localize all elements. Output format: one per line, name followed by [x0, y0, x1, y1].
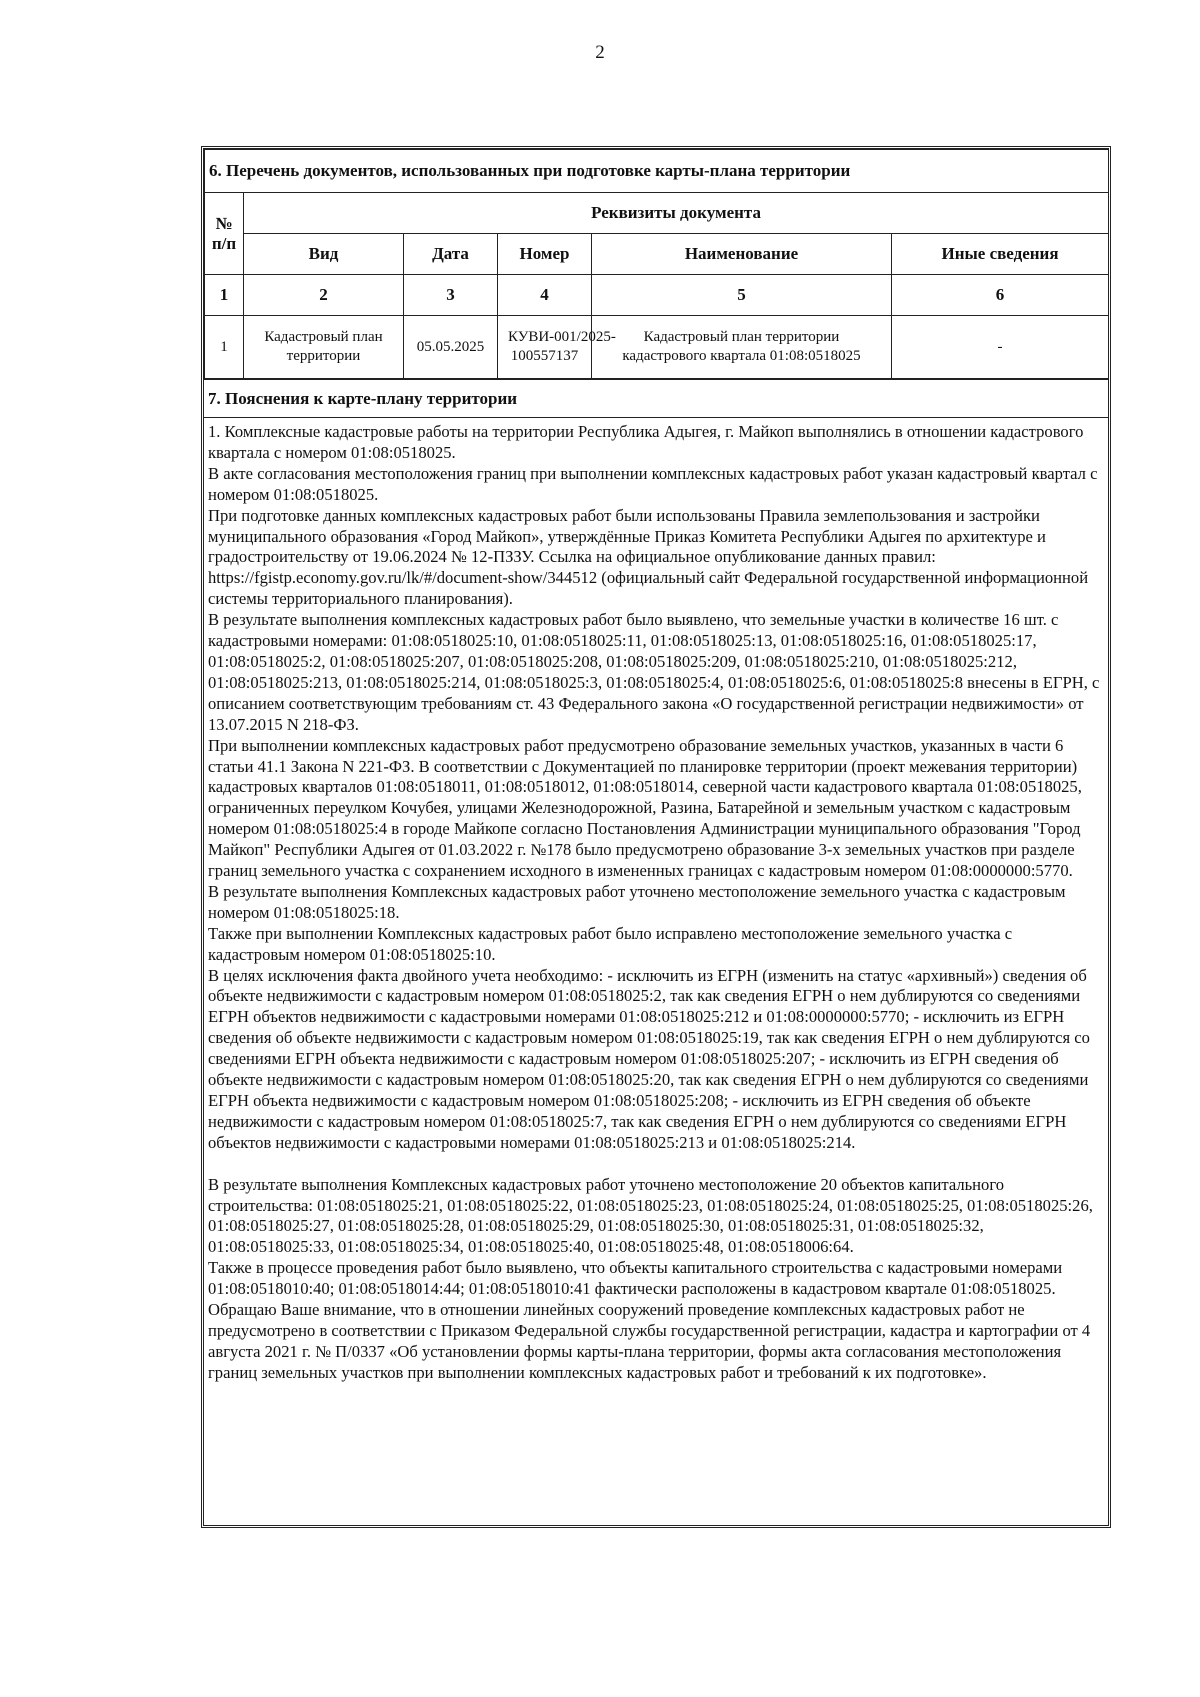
explanation-paragraph: Также в процессе проведения работ было выявлено, что объекты капитального строительства с кадастровыми номерами 01:08:0518010:40; 01:08:0518014:44; 01:08:0518010:41 фактически расположены в кадастровом квартале 01:08:0518025. — [208, 1258, 1063, 1299]
column-number: 6 — [892, 275, 1109, 316]
col-header-date: Дата — [404, 234, 498, 275]
column-number: 4 — [498, 275, 592, 316]
explanation-paragraph: В результате выполнения комплексных кадастровых работ было выявлено, что земельные участки в количестве 16 шт. с кадастровыми номерами: 01:08:0518025:10, 01:08:0518025:11, 01:08:0518025:13, 01:08:0518025:16, 01:08:0518025:17, 01:08:0518025:2, 01:08:0518025:207, 01:08:0518025:208, 01:08:0518025:209, 01:08:0518025:210, 01:08:0518025:212, 01:08:0518025:213, 01:08:0518025:214, 01:08:0518025:3, 01:08:0518025:4, 01:08:0518025:6, 01:08:0518025:8 внесены в ЕГРН, с описанием соответствующим требованиям ст. 43 Федерального закона «О государственной регистрации недвижимости» от 13.07.2015 N 218-ФЗ. — [208, 610, 1100, 734]
col-header-kind: Вид — [244, 234, 404, 275]
documents-table — [204, 149, 1109, 379]
row-name: Кадастровый план территории кадастрового квартала 01:08:0518025 — [592, 316, 892, 379]
column-number: 1 — [205, 275, 244, 316]
explanations-body — [204, 417, 1108, 1390]
col-header-no — [205, 193, 244, 275]
row-date: 05.05.2025 — [404, 316, 498, 379]
explanation-paragraph: При подготовке данных комплексных кадастровых работ были использованы Правила землепользования и застройки муниципального образования «Город Майкоп», утверждённые Приказ Комитета Республики Адыгея по архитектуре и градостроительству от 19.06.2024 № 12-ПЗЗУ. Ссылка на официальное опубликование данных правил: https://fgistp.economy.gov.ru/lk/#/document-show/344512 (официальный сайт Федеральной государственной информационной системы территориального планирования). — [208, 505, 1089, 609]
row-no: 1 — [205, 316, 244, 379]
explanation-paragraph: Обращаю Ваше внимание, что в отношении линейных сооружений проведение комплексных кадастровых работ не предусмотрено в соответствии с Приказом Федеральной службы государственной регистрации, кадастра и картографии от 4 августа 2021 г. № П/0337 «Об установлении формы карты-плана территории, формы акта согласования местоположения границ земельных участков при выполнении комплексных кадастровых работ и требований к их подготовке». — [208, 1300, 1091, 1382]
explanation-paragraph: При выполнении комплексных кадастровых работ предусмотрено образование земельных участков, указанных в части 6 статьи 41.1 Закона N 221-ФЗ. В соответствии с Документацией по планировке территории (проект межевания территории) кадастровых кварталов 01:08:0518011, 01:08:0518012, 01:08:0518014, северной части кадастрового квартала 01:08:0518025, ограниченных переулком Кочубея, улицами Железнодорожной, Разина, Батарейной и земельным участком с кадастровым номером 01:08:0518025:4 в городе Майкопе согласно Постановления Администрации муниципального образования "Город Майкоп" Республики Адыгея от 01.03.2022 г. №178 было предусмотрено образование 3-х земельных участков при разделе границ земельного участка с сохранением исходного в измененных границах с кадастровым номером 01:08:0000000:5770. — [208, 735, 1082, 881]
row-kind: Кадастровый план территории — [244, 316, 404, 379]
column-number: 3 — [404, 275, 498, 316]
col-header-other: Иные сведения — [892, 234, 1109, 275]
document-frame — [201, 146, 1111, 1528]
explanation-paragraph: В целях исключения факта двойного учета необходимо: - исключить из ЕГРН (изменить на статус «архивный») сведения об объекте недвижимости с кадастровым номером 01:08:0518025:2, так как сведения ЕГРН о нем дублируются со сведениями ЕГРН объектов недвижимости с кадастровыми номерами 01:08:0518025:212 и 01:08:0000000:5770; - исключить из ЕГРН сведения об объекте недвижимости с кадастровым номером 01:08:0518025:19, так как сведения ЕГРН о нем дублируются со сведениями ЕГРН объекта недвижимости с кадастровым номером 01:08:0518025:207; - исключить из ЕГРН сведения об объекте недвижимости с кадастровым номером 01:08:0518025:20, так как сведения ЕГРН о нем дублируются со сведениями ЕГРН объекта недвижимости с кадастровым номером 01:08:0518025:208; - исключить из ЕГРН сведения об объекте недвижимости с кадастровым номером 01:08:0518025:7, так как сведения ЕГРН о нем дублируются со сведениями ЕГРН объектов недвижимости с кадастровыми номерами 01:08:0518025:213 и 01:08:0518025:214. — [208, 965, 1090, 1152]
col-header-name: Наименование — [592, 234, 892, 275]
explanation-paragraph: В акте согласования местоположения границ при выполнении комплексных кадастровых работ указан кадастровый квартал с номером 01:08:0518025. — [208, 463, 1098, 504]
row-number: КУВИ-001/2025-100557137 — [498, 316, 592, 379]
requisites-header: Реквизиты документа — [244, 193, 1109, 234]
col-header-no-label: № п/п — [211, 213, 237, 253]
section7-title: 7. Пояснения к карте-плану территории — [204, 379, 1108, 417]
explanation-paragraph: 1. Комплексные кадастровые работы на территории Республика Адыгея, г. Майкоп выполнялись в отношении кадастрового квартала с номером 01:08:0518025. — [208, 422, 1084, 462]
explanation-paragraph: В результате выполнения Комплексных кадастровых работ уточнено местоположение земельного участка с кадастровым номером 01:08:0518025:18. — [208, 881, 1066, 922]
table-row — [205, 316, 1109, 379]
row-other: - — [892, 316, 1109, 379]
section6-title: 6. Перечень документов, использованных при подготовке карты-плана территории — [205, 150, 1109, 193]
column-number: 2 — [244, 275, 404, 316]
col-header-number: Номер — [498, 234, 592, 275]
explanation-paragraph: Также при выполнении Комплексных кадастровых работ было исправлено местоположение земельного участка с кадастровым номером 01:08:0518025:10. — [208, 923, 1013, 964]
column-numbers-row — [205, 275, 1109, 316]
explanation-paragraph: В результате выполнения Комплексных кадастровых работ уточнено местоположение 20 объектов капитального строительства: 01:08:0518025:21, 01:08:0518025:22, 01:08:0518025:23, 01:08:0518025:24, 01:08:0518025:25, 01:08:0518025:26, 01:08:0518025:27, 01:08:0518025:28, 01:08:0518025:29, 01:08:0518025:30, 01:08:0518025:31, 01:08:0518025:32, 01:08:0518025:33, 01:08:0518025:34, 01:08:0518025:40, 01:08:0518025:48, 01:08:0518006:64. — [208, 1174, 1093, 1257]
page-number: 2 — [595, 42, 605, 63]
column-number: 5 — [592, 275, 892, 316]
